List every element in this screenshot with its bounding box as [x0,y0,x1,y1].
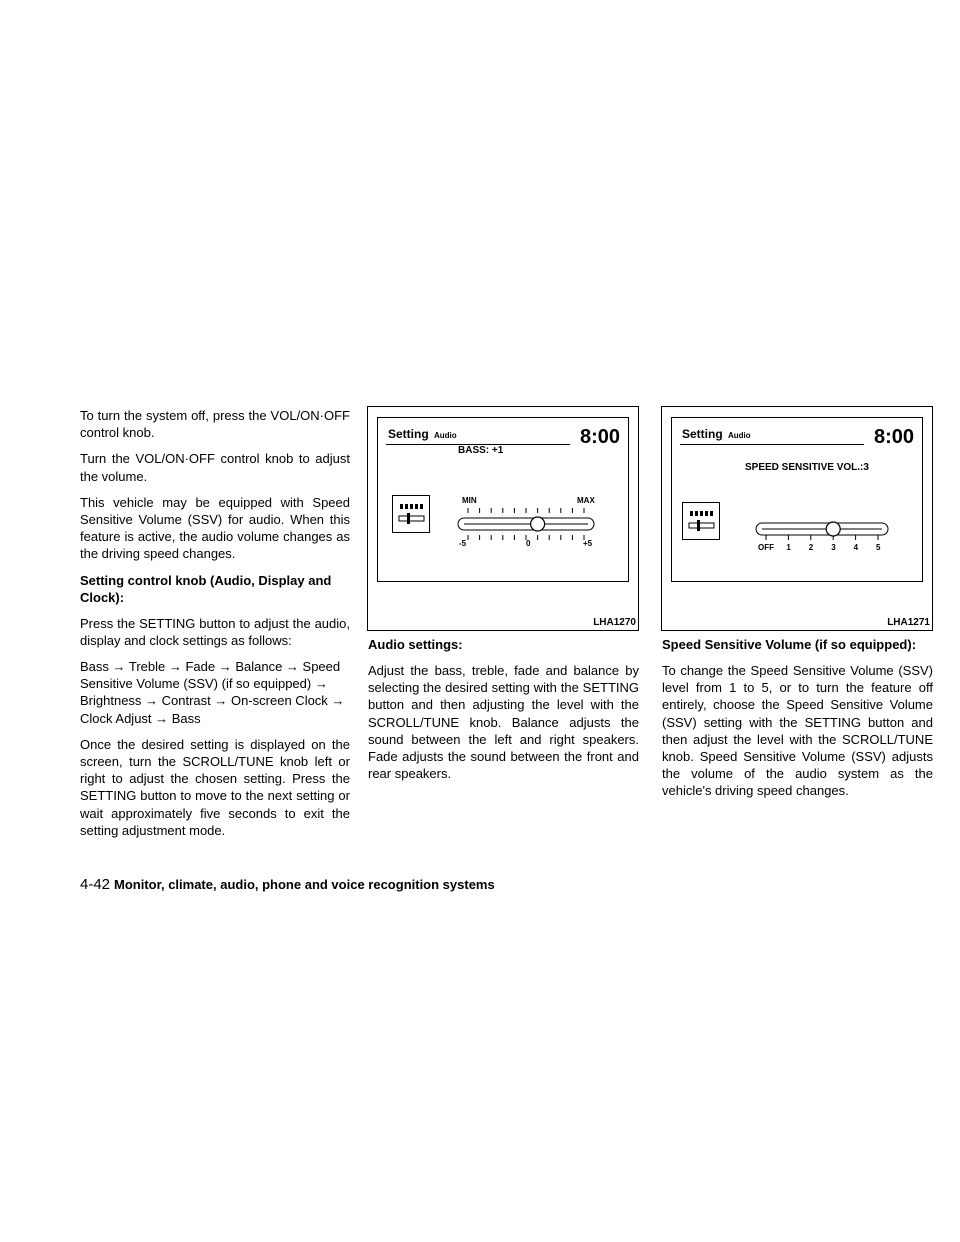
page-footer [80,876,495,894]
slider-max-label: MAX [577,496,595,505]
paragraph-ssv: To change the Speed Sensitive Volume (SSV) level from 1 to 5, or to turn the feature off entirely, choose the Speed Sensitive Volume (SSV) setting with the SETTING button and then adjust the level with the SCROLL/TUNE knob. Speed Sensitive Volume (SSV) adjusts the volume of the audio system as the vehicle's driving speed changes. [662,663,933,799]
slider-thumb [531,517,545,531]
paragraph-volume: Turn the VOL/ON·OFF control knob to adjust the volume. [80,451,350,484]
scale-label: 2 [808,543,814,552]
scale-label: 4 [853,543,859,552]
figure-code: LHA1270 [593,617,636,628]
bass-value-caption: BASS: +1 [458,445,504,456]
screen-subtitle-audio: Audio [434,431,457,440]
paragraph-setting-sequence: Bass → Treble → Fade → Balance → Speed Sensitive Volume (SSV) (if so equipped) → Brightness → Contrast → On-screen Clock → Clock Adjust → Bass [80,659,345,726]
ssv-slider [756,519,890,544]
left-column [80,407,350,848]
screen-title-setting: Setting [388,427,429,441]
screen-clock: 8:00 [873,426,914,448]
bass-slider [458,514,598,539]
paragraph-ssv-intro: This vehicle may be equipped with Speed Sensitive Volume (SSV) for audio. When this feature is active, the audio volume changes as the driving speed changes. [80,494,350,562]
ssv-value-caption: SPEED SENSITIVE VOL.:3 [745,462,869,473]
heading-ssv: Speed Sensitive Volume (if so equipped): [662,637,917,652]
slider-thumb [826,522,840,536]
paragraph-power-off: To turn the system off, press the VOL/ON·OFF control knob. [80,408,350,441]
slider-low-label: -5 [459,539,467,548]
slider-mid-label: 0 [526,539,531,548]
tone-control-icon [392,495,430,533]
middle-column [368,636,639,791]
page-number: 4-42 [80,876,111,893]
screen-subtitle-audio: Audio [728,431,751,440]
slider-min-label: MIN [462,496,477,505]
tone-control-icon [682,502,720,540]
paragraph-audio-settings: Adjust the bass, treble, fade and balance by selecting the desired setting with the SETTING button and then adjusting the level with the SCROLL/TUNE knob. Balance adjusts the sound between the left and right speakers. Fade adjusts the sound between the front and rear speakers. [368,663,639,782]
scale-label: 5 [876,543,881,552]
figure-bass-setting [367,406,639,631]
paragraph-setting-adjust: Once the desired setting is displayed on the screen, turn the SCROLL/TUNE knob left or right to adjust the chosen setting. Press the SETTING button to move to the next setting or wait approximately five seconds to exit the setting adjustment mode. [80,736,350,838]
right-column [662,636,933,809]
scale-label: 3 [831,543,836,552]
figure-ssv-setting [661,406,933,631]
figure-code: LHA1271 [887,617,930,628]
audio-screen-display [377,417,629,582]
header-divider [680,444,864,445]
screen-title-setting: Setting [682,427,723,441]
heading-setting-knob: Setting control knob (Audio, Display and Clock): [80,572,332,605]
screen-clock: 8:00 [579,426,620,448]
scale-label: 1 [786,543,791,552]
heading-audio-settings: Audio settings: [368,637,463,652]
audio-screen-display [671,417,923,582]
scale-label: OFF [758,543,774,552]
chapter-title: Monitor, climate, audio, phone and voice recognition systems [114,877,495,892]
slider-high-label: +5 [583,539,593,548]
paragraph-setting-press: Press the SETTING button to adjust the audio, display and clock settings as follows: [80,615,350,648]
